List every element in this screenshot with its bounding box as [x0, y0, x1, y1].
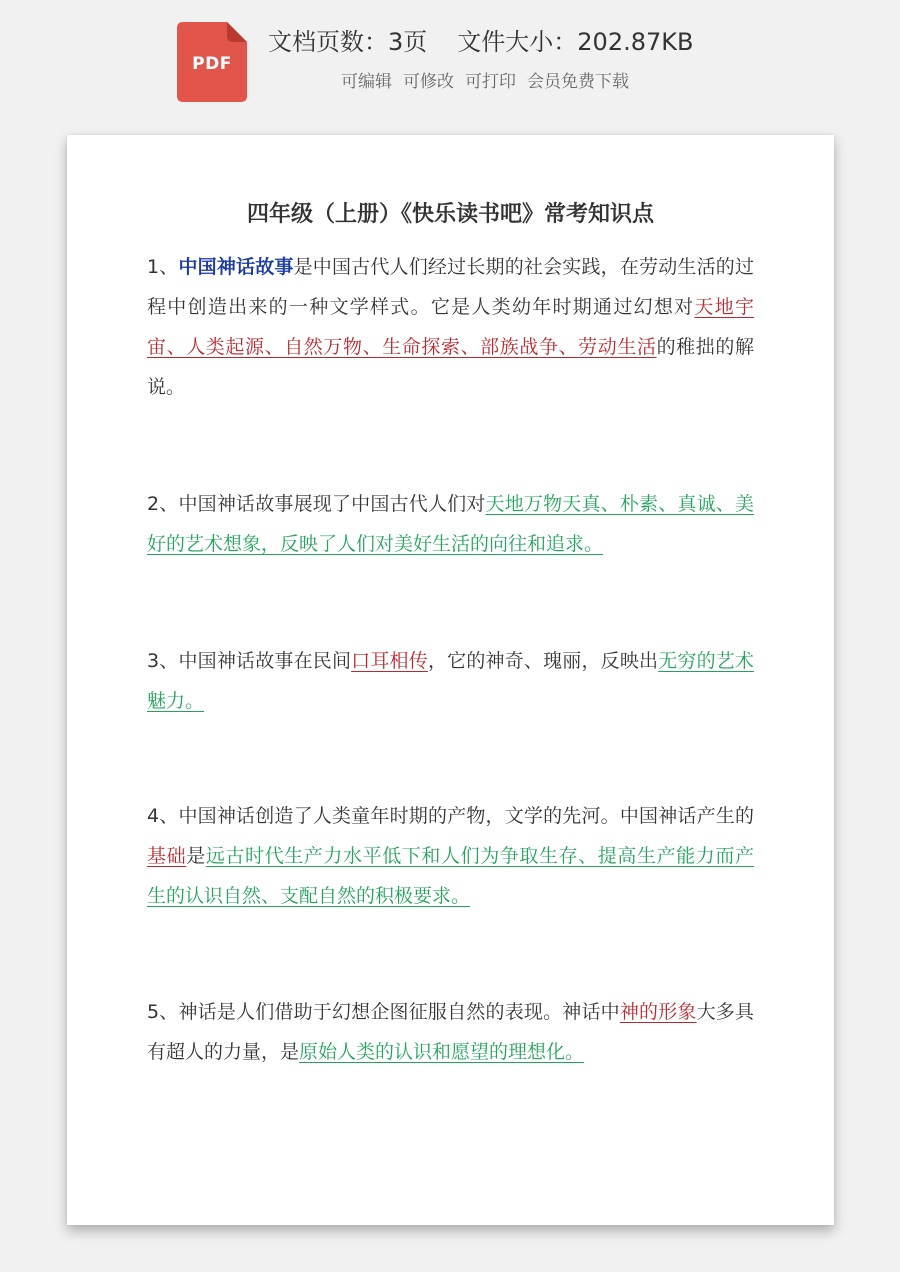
p1-number: 1、: [147, 256, 179, 278]
p4-text-2: 是: [186, 845, 206, 867]
p5-highlight-red: 神的形象: [619, 1001, 697, 1023]
paragraph-1: [147, 247, 754, 407]
permission-member-download: 会员免费下载: [527, 72, 629, 92]
paragraph-2: [147, 484, 754, 564]
paragraph-3: [147, 641, 754, 721]
p5-text-2: 大多具有超人的力量，是: [147, 1001, 754, 1063]
paragraph-4: [147, 796, 754, 916]
document-title: 四年级（上册）《快乐读书吧》常考知识点: [246, 202, 654, 227]
pdf-badge-label: PDF: [192, 54, 232, 74]
p3-text-2: ，它的神奇、瑰丽，反映出: [427, 650, 659, 672]
document-page: [67, 135, 834, 1225]
page-count: 文档页数：3页: [268, 28, 428, 56]
p3-highlight-green: 无穷的艺术魅力。: [147, 650, 754, 712]
file-info-header: [0, 0, 900, 130]
permission-editable: 可编辑: [341, 72, 392, 92]
pdf-file-icon: [177, 22, 247, 102]
p4-text-1: 4、中国神话创造了人类童年时期的产物，文学的先河。中国神话产生的: [147, 805, 754, 827]
p5-text-1: 5、神话是人们借助于幻想企图征服自然的表现。神话中: [147, 1001, 620, 1023]
p5-highlight-green: 原始人类的认识和愿望的理想化。: [299, 1041, 585, 1063]
p4-highlight-red: 基础: [147, 845, 187, 867]
permission-printable: 可打印: [465, 72, 516, 92]
p1-highlight-red: 天地宇宙、人类起源、自然万物、生命探索、部族战争、劳动生活: [147, 296, 754, 358]
p4-highlight-green: 远古时代生产力水平低下和人们为争取生存、提高生产能力而产生的认识自然、支配自然的积极要求。: [147, 845, 754, 907]
permission-modifiable: 可修改: [403, 72, 454, 92]
file-size: 文件大小：202.87KB: [457, 28, 694, 56]
file-meta: [268, 22, 693, 57]
p1-key-term: 中国神话故事: [178, 256, 294, 278]
file-permissions: [341, 67, 629, 92]
p2-highlight-green: 天地万物天真、朴素、真诚、美好的艺术想象，反映了人们对美好生活的向往和追求。: [147, 493, 754, 555]
paragraph-5: [147, 992, 754, 1072]
p2-text-1: 2、中国神话故事展现了中国古代人们对: [147, 493, 486, 515]
p3-text-1: 3、中国神话故事在民间: [147, 650, 352, 672]
p3-highlight-red: 口耳相传: [351, 650, 428, 672]
p1-text-1: 是中国古代人们经过长期的社会实践，在劳动生活的过程中创造出来的一种文学样式。它是人类幼年时期通过幻想对: [147, 256, 754, 318]
p1-text-2: 的稚拙的解说。: [147, 336, 754, 398]
